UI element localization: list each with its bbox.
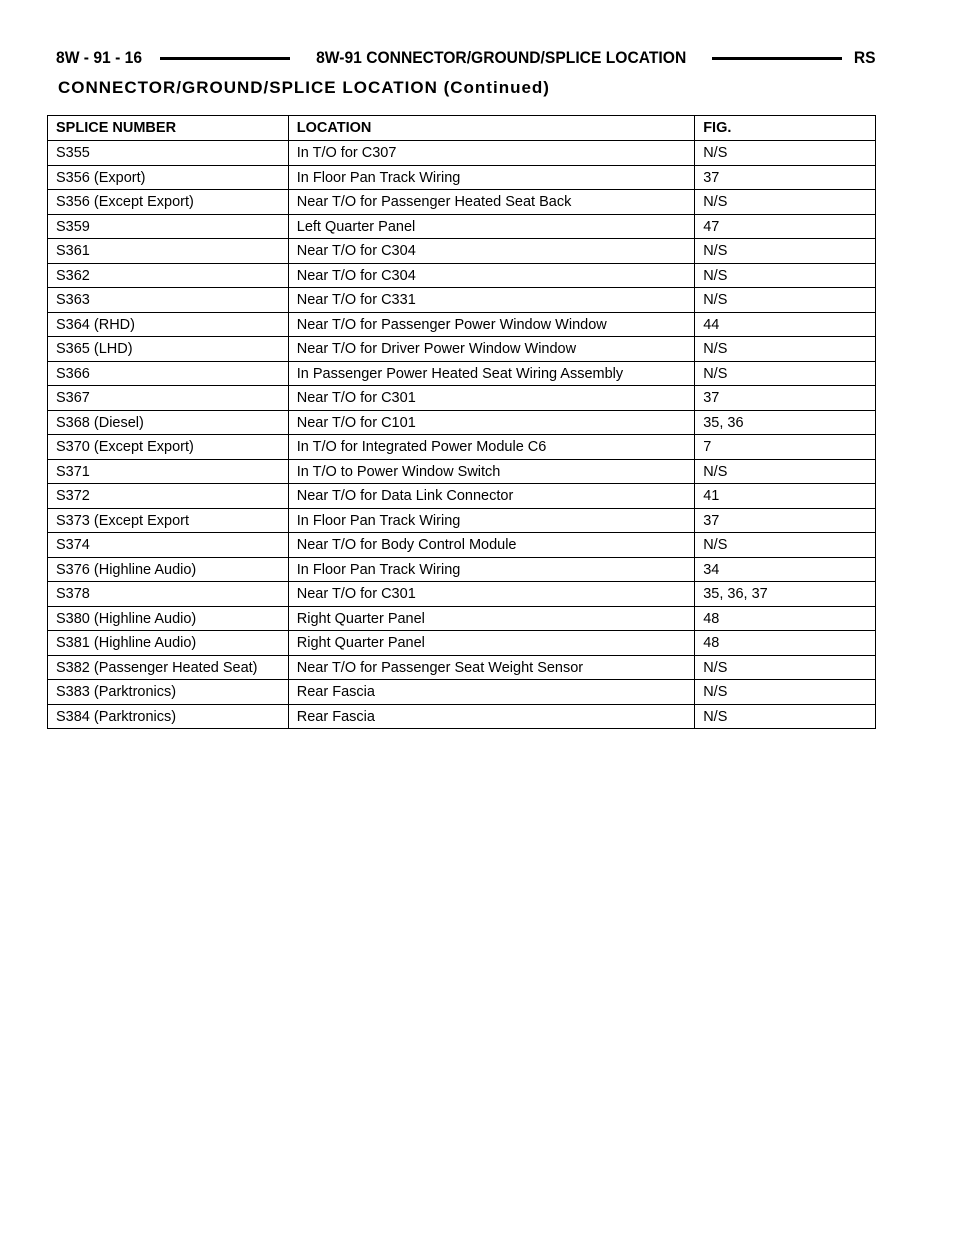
fig-cell: N/S	[695, 704, 876, 729]
header-rule-left	[160, 57, 290, 60]
fig-cell: 37	[695, 386, 876, 411]
page-number: 8W - 91 - 16	[56, 48, 143, 67]
splice-number-cell: S363	[48, 288, 289, 313]
fig-cell: N/S	[695, 680, 876, 705]
table-row	[48, 655, 876, 680]
fig-cell: N/S	[695, 141, 876, 166]
chapter-title: 8W-91 CONNECTOR/GROUND/SPLICE LOCATION	[315, 48, 687, 67]
fig-cell: 44	[695, 312, 876, 337]
location-cell: Right Quarter Panel	[288, 631, 694, 656]
location-cell: Near T/O for Passenger Power Window Window	[288, 312, 694, 337]
fig-cell: 37	[695, 165, 876, 190]
table-row	[48, 606, 876, 631]
splice-number-cell: S356 (Except Export)	[48, 190, 289, 215]
location-cell: In T/O for Integrated Power Module C6	[288, 435, 694, 460]
table-row	[48, 165, 876, 190]
location-cell: Near T/O for C301	[288, 582, 694, 607]
location-cell: In T/O for C307	[288, 141, 694, 166]
table-row	[48, 312, 876, 337]
location-cell: Near T/O for Data Link Connector	[288, 484, 694, 509]
splice-number-cell: S371	[48, 459, 289, 484]
column-header-fig: FIG.	[695, 116, 876, 141]
fig-cell: 34	[695, 557, 876, 582]
fig-cell: 48	[695, 631, 876, 656]
splice-number-cell: S367	[48, 386, 289, 411]
location-cell: Near T/O for C301	[288, 386, 694, 411]
location-cell: Rear Fascia	[288, 680, 694, 705]
splice-number-cell: S355	[48, 141, 289, 166]
table-row	[48, 190, 876, 215]
splice-number-cell: S381 (Highline Audio)	[48, 631, 289, 656]
splice-number-cell: S373 (Except Export	[48, 508, 289, 533]
model-code: RS	[854, 48, 877, 67]
table-row	[48, 484, 876, 509]
fig-cell: N/S	[695, 288, 876, 313]
table-row	[48, 435, 876, 460]
fig-cell: N/S	[695, 337, 876, 362]
table-row	[48, 386, 876, 411]
table-row	[48, 704, 876, 729]
location-cell: In Floor Pan Track Wiring	[288, 557, 694, 582]
splice-number-cell: S382 (Passenger Heated Seat)	[48, 655, 289, 680]
splice-number-cell: S372	[48, 484, 289, 509]
header-rule-right	[712, 57, 842, 60]
fig-cell: N/S	[695, 533, 876, 558]
splice-number-cell: S356 (Export)	[48, 165, 289, 190]
table-row	[48, 361, 876, 386]
location-cell: Near T/O for C304	[288, 263, 694, 288]
column-header-location: LOCATION	[288, 116, 694, 141]
table-row	[48, 288, 876, 313]
location-cell: Rear Fascia	[288, 704, 694, 729]
fig-cell: 35, 36	[695, 410, 876, 435]
location-cell: Near T/O for Driver Power Window Window	[288, 337, 694, 362]
table-row	[48, 533, 876, 558]
table-row	[48, 263, 876, 288]
splice-number-cell: S365 (LHD)	[48, 337, 289, 362]
splice-number-cell: S384 (Parktronics)	[48, 704, 289, 729]
splice-number-cell: S362	[48, 263, 289, 288]
fig-cell: N/S	[695, 239, 876, 264]
splice-number-cell: S361	[48, 239, 289, 264]
fig-cell: 35, 36, 37	[695, 582, 876, 607]
table-row	[48, 214, 876, 239]
location-cell: Near T/O for C304	[288, 239, 694, 264]
fig-cell: N/S	[695, 263, 876, 288]
splice-number-cell: S366	[48, 361, 289, 386]
location-cell: Near T/O for C101	[288, 410, 694, 435]
fig-cell: N/S	[695, 655, 876, 680]
splice-number-cell: S364 (RHD)	[48, 312, 289, 337]
table-row	[48, 557, 876, 582]
splice-number-cell: S376 (Highline Audio)	[48, 557, 289, 582]
table-header-row	[48, 116, 876, 141]
location-cell: In T/O to Power Window Switch	[288, 459, 694, 484]
location-cell: Near T/O for Passenger Heated Seat Back	[288, 190, 694, 215]
location-cell: In Floor Pan Track Wiring	[288, 508, 694, 533]
location-cell: Near T/O for Body Control Module	[288, 533, 694, 558]
column-header-splice-number: SPLICE NUMBER	[48, 116, 289, 141]
table-row	[48, 680, 876, 705]
fig-cell: 37	[695, 508, 876, 533]
table-row	[48, 631, 876, 656]
table-row	[48, 141, 876, 166]
splice-number-cell: S368 (Diesel)	[48, 410, 289, 435]
table-row	[48, 508, 876, 533]
fig-cell: 7	[695, 435, 876, 460]
location-cell: Right Quarter Panel	[288, 606, 694, 631]
table-row	[48, 459, 876, 484]
fig-cell: 41	[695, 484, 876, 509]
fig-cell: N/S	[695, 361, 876, 386]
splice-number-cell: S359	[48, 214, 289, 239]
location-cell: In Passenger Power Heated Seat Wiring Assembly	[288, 361, 694, 386]
table-row	[48, 337, 876, 362]
splice-number-cell: S370 (Except Export)	[48, 435, 289, 460]
fig-cell: N/S	[695, 190, 876, 215]
splice-location-table	[47, 115, 876, 729]
location-cell: Near T/O for Passenger Seat Weight Sensor	[288, 655, 694, 680]
splice-number-cell: S383 (Parktronics)	[48, 680, 289, 705]
fig-cell: 47	[695, 214, 876, 239]
location-cell: Near T/O for C331	[288, 288, 694, 313]
splice-number-cell: S374	[48, 533, 289, 558]
table-row	[48, 410, 876, 435]
location-cell: In Floor Pan Track Wiring	[288, 165, 694, 190]
table-row	[48, 582, 876, 607]
splice-number-cell: S380 (Highline Audio)	[48, 606, 289, 631]
fig-cell: 48	[695, 606, 876, 631]
table-row	[48, 239, 876, 264]
page-header	[56, 44, 876, 72]
section-title: CONNECTOR/GROUND/SPLICE LOCATION (Continued)	[58, 78, 550, 97]
location-cell: Left Quarter Panel	[288, 214, 694, 239]
fig-cell: N/S	[695, 459, 876, 484]
splice-number-cell: S378	[48, 582, 289, 607]
